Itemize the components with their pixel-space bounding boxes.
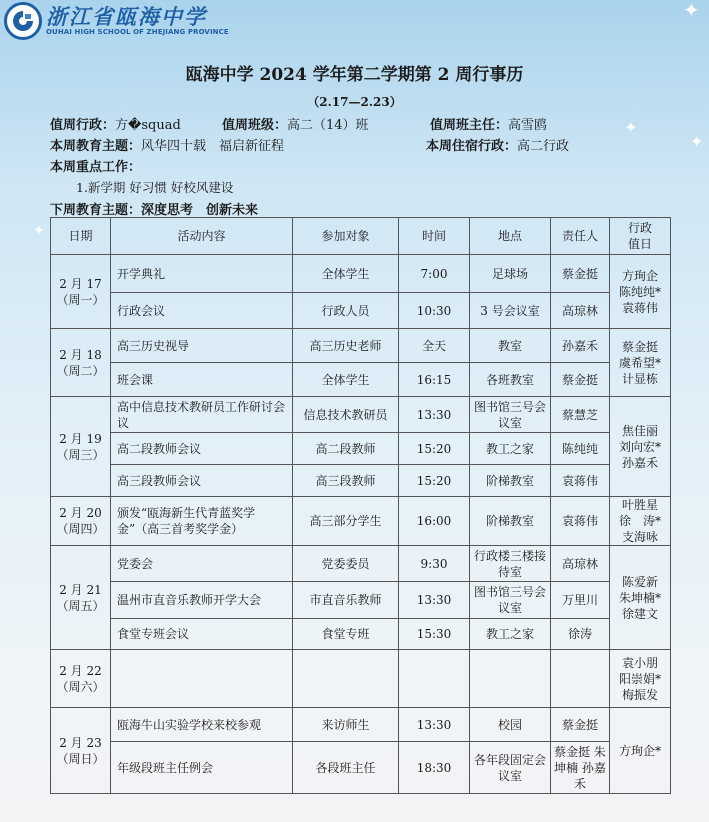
location-cell: 3 号会议室 [470,293,551,329]
time-cell: 13:30 [399,582,470,619]
activity-cell: 年级段班主任例会 [111,742,293,794]
activity-cell: 高三段教师会议 [111,465,293,497]
person-cell: 袁蒋伟 [551,497,610,546]
date-label: 2 月 21 [59,582,102,597]
duty-name: 陈纯纯* [618,284,661,299]
table-row [51,742,671,794]
table-row [51,546,671,582]
time-cell [399,650,470,708]
table-row [51,433,671,465]
participants-cell [293,650,399,708]
time-cell: 15:20 [399,465,470,497]
person-cell [551,650,610,708]
table-row [51,293,671,329]
date-cell [51,708,111,794]
weekday-label: （周日） [56,751,105,766]
duty-cell [610,546,671,650]
duty-name: 叶胜星 [621,498,658,512]
date-range: （2.17—2.23） [307,95,402,109]
weekday-label: （周一） [56,292,105,307]
date-cell [51,329,111,397]
header-person: 责任人 [551,218,610,255]
participants-cell: 信息技术教研员 [293,397,399,433]
location-cell: 教工之家 [470,619,551,650]
duty-name: 梅振发 [621,687,658,702]
boarding-admin-value: 高二行政 [517,139,570,154]
duty-admin-label: 值周行政： [50,118,116,133]
weekly-theme-label: 本周教育主题： [50,139,142,154]
location-cell: 教工之家 [470,433,551,465]
header-duty-line1: 行政 [627,221,652,235]
schedule-table [50,217,671,794]
date-cell [51,397,111,497]
table-row [51,619,671,650]
activity-cell: 温州市直音乐教师开学大会 [111,582,293,619]
time-cell: 15:20 [399,433,470,465]
activity-cell: 食堂专班会议 [111,619,293,650]
activity-cell: 班会课 [111,363,293,397]
table-header-row [51,218,671,255]
header-date: 日期 [51,218,111,255]
weekly-focus-item: 1.新学期 好习惯 好校风建设 [76,180,234,195]
date-label: 2 月 17 [59,276,102,291]
school-logo [4,2,229,40]
person-cell: 蔡金挺 朱坤楠 孙嘉禾 [551,742,610,794]
duty-class-value: 高二（14）班 [287,118,369,133]
header-participants: 参加对象 [293,218,399,255]
participants-cell: 高二段教师 [293,433,399,465]
location-cell: 行政楼三楼接待室 [470,546,551,582]
header-duty [610,218,671,255]
duty-class-label: 值周班级： [222,118,288,133]
page-title: 瓯海中学 2024 学年第二学期第 2 周行事历 [185,65,524,85]
duty-name: 孙嘉禾 [621,455,658,470]
activity-cell: 瓯海牛山实验学校来校参观 [111,708,293,742]
activity-cell: 高三历史视导 [111,329,293,363]
date-label: 2 月 19 [59,431,102,446]
participants-cell: 市直音乐教师 [293,582,399,619]
weekly-theme-value: 风华四十载 福启新征程 [141,139,285,154]
weekday-label: （周五） [56,598,105,613]
date-label: 2 月 18 [59,347,102,362]
person-cell: 孙嘉禾 [551,329,610,363]
time-cell: 13:30 [399,397,470,433]
duty-name: 刘向宏* [618,439,661,454]
duty-cell [610,497,671,546]
table-row [51,582,671,619]
activity-cell: 开学典礼 [111,255,293,293]
weekly-focus-heading [50,156,141,175]
location-cell: 校园 [470,708,551,742]
participants-cell: 各段班主任 [293,742,399,794]
time-cell: 16:00 [399,497,470,546]
activity-cell: 颁发“瓯海新生代青蓝奖学金”（高三首考奖学金） [111,497,293,546]
time-cell: 16:15 [399,363,470,397]
activity-cell: 高二段教师会议 [111,433,293,465]
table-row [51,497,671,546]
date-cell [51,650,111,708]
person-cell: 袁蒋伟 [551,465,610,497]
weekday-label: （周三） [56,447,105,462]
location-cell [470,650,551,708]
participants-cell: 党委委员 [293,546,399,582]
duty-name: 朱坤楠* [618,590,661,605]
duty-name: 袁蒋伟 [621,300,658,315]
sparkle-decoration: ✦ [683,0,700,22]
next-week-theme: 下周教育主题：深度思考 创新未来 [50,203,259,218]
person-cell: 高琼林 [551,546,610,582]
table-row [51,255,671,293]
duty-cell [610,650,671,708]
school-name-cn: 浙江省瓯海中学 [46,3,207,29]
time-cell: 7:00 [399,255,470,293]
weekly-theme [50,135,284,154]
header-time: 时间 [399,218,470,255]
header-location: 地点 [470,218,551,255]
sparkle-decoration: ✦ [624,118,638,137]
duty-teacher-label: 值周班主任： [430,118,509,133]
person-cell: 徐涛 [551,619,610,650]
table-row [51,397,671,433]
participants-cell: 食堂专班 [293,619,399,650]
weekly-focus-label: 本周重点工作： [50,160,142,175]
duty-name: 计显栋 [621,371,658,386]
time-cell: 10:30 [399,293,470,329]
duty-cell [610,708,671,794]
duty-class [222,114,369,133]
school-name-en: OUHAI HIGH SCHOOL OF ZHEJIANG PROVINCE [46,27,229,36]
duty-name: 方珣企 [621,268,658,283]
participants-cell: 行政人员 [293,293,399,329]
table-row [51,708,671,742]
duty-name: 徐建文 [621,606,658,621]
duty-cell [610,255,671,329]
header-activity: 活动内容 [111,218,293,255]
participants-cell: 高三段教师 [293,465,399,497]
duty-name: 袁小朋 [621,655,658,670]
participants-cell: 来访师生 [293,708,399,742]
person-cell: 万里川 [551,582,610,619]
date-label: 2 月 22 [59,663,102,678]
person-cell: 高琼林 [551,293,610,329]
location-cell: 各班教室 [470,363,551,397]
location-cell: 阶梯教室 [470,497,551,546]
duty-name: 蔡金挺 [621,339,658,354]
activity-cell [111,650,293,708]
table-row [51,363,671,397]
table-row [51,465,671,497]
duty-cell [610,329,671,397]
sparkle-decoration: ✦ [33,223,45,239]
activity-cell: 高中信息技术教研员工作研讨会议 [111,397,293,433]
person-cell: 陈纯纯 [551,433,610,465]
activity-cell: 党委会 [111,546,293,582]
date-label: 2 月 23 [59,735,102,750]
weekday-label: （周六） [56,679,105,694]
sparkle-decoration: ✦ [690,132,704,151]
activity-cell: 行政会议 [111,293,293,329]
duty-name: 徐 涛* [618,514,661,528]
duty-teacher-value: 高雪鸥 [508,118,548,133]
time-cell: 9:30 [399,546,470,582]
weekday-label: （周二） [56,363,105,378]
time-cell: 15:30 [399,619,470,650]
location-cell: 各年段固定会议室 [470,742,551,794]
location-cell: 阶梯教室 [470,465,551,497]
person-cell: 蔡慧芝 [551,397,610,433]
duty-name: 阳崇娟* [618,671,661,686]
participants-cell: 全体学生 [293,363,399,397]
table-row [51,650,671,708]
time-cell: 18:30 [399,742,470,794]
duty-name: 焦佳丽 [621,423,658,438]
boarding-admin [426,135,569,154]
school-emblem-icon [4,2,42,40]
location-cell: 足球场 [470,255,551,293]
duty-admin [50,114,181,133]
duty-admin-value: 方�squad [115,118,181,133]
participants-cell: 高三历史老师 [293,329,399,363]
duty-name: 虞希望* [618,355,661,370]
duty-name: 陈爱新 [621,574,658,589]
duty-teacher [430,114,547,133]
location-cell: 图书馆三号会议室 [470,397,551,433]
participants-cell: 高三部分学生 [293,497,399,546]
date-label: 2 月 20 [59,506,102,520]
table-row [51,329,671,363]
time-cell: 13:30 [399,708,470,742]
duty-cell [610,397,671,497]
date-cell [51,546,111,650]
time-cell: 全天 [399,329,470,363]
location-cell: 图书馆三号会议室 [470,582,551,619]
person-cell: 蔡金挺 [551,363,610,397]
header-duty-line2: 值日 [627,237,652,251]
boarding-admin-label: 本周住宿行政： [426,139,518,154]
duty-name: 支海咏 [621,530,658,544]
weekday-label: （周四） [56,522,105,536]
participants-cell: 全体学生 [293,255,399,293]
person-cell: 蔡金挺 [551,255,610,293]
duty-name: 方珣企* [618,743,661,758]
location-cell: 教室 [470,329,551,363]
date-cell [51,497,111,546]
person-cell: 蔡金挺 [551,708,610,742]
date-cell [51,255,111,329]
